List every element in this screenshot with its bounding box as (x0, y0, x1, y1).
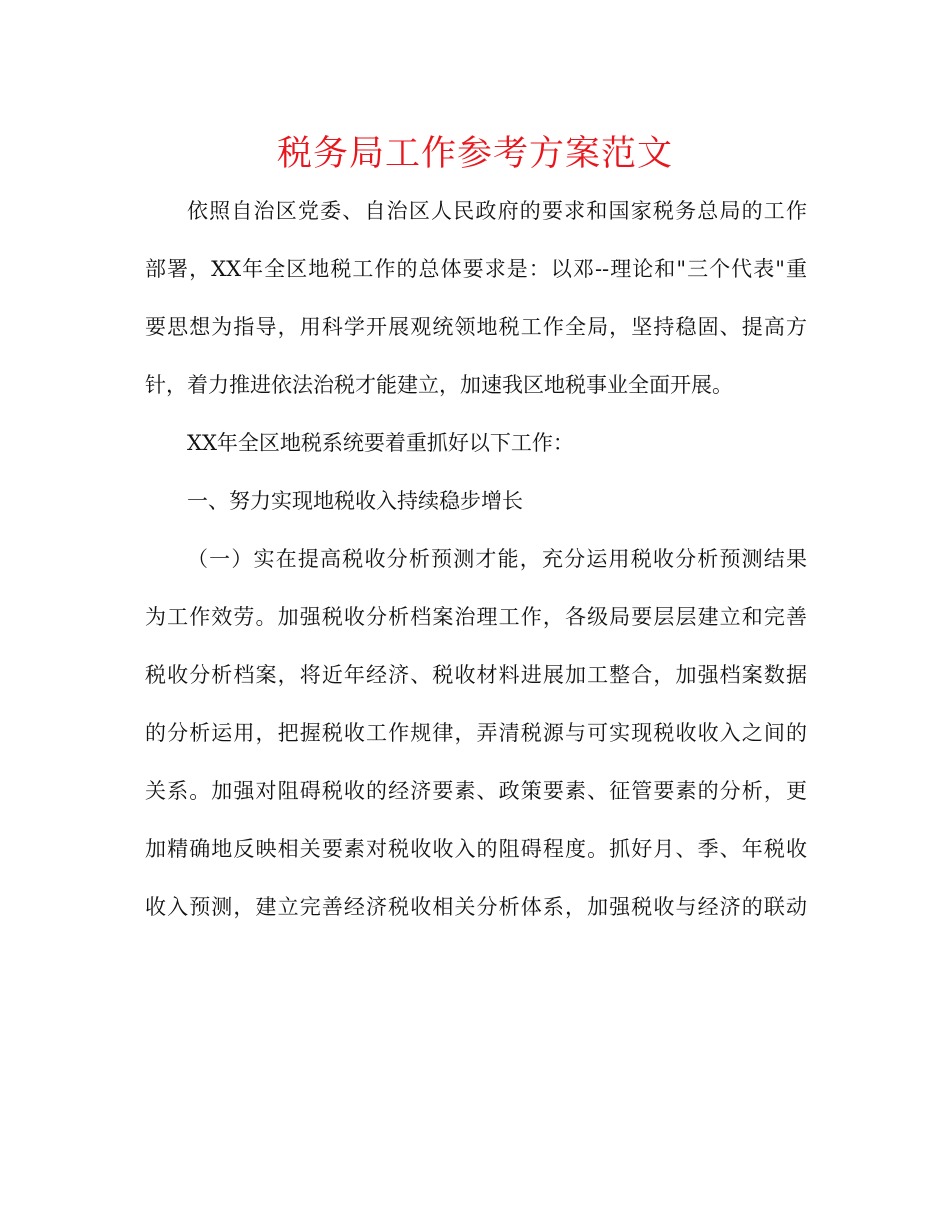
text-line: 依照自治区党委、自治区人民政府的要求和国家税务总局的工作 (187, 199, 807, 223)
section-heading (145, 472, 807, 530)
document-body (145, 182, 807, 936)
text-line: （一）实在提高税收分析预测才能，充分运用税收分析预测结果 (187, 547, 807, 571)
text-line: 的分析运用，把握税收工作规律，弄清税源与可实现税收收入之间的 (145, 721, 807, 745)
document-title: 税务局工作参考方案范文 (276, 134, 673, 174)
text-line: 一、努力实现地税收入持续稳步增长 (187, 489, 523, 513)
text-line: 加精确地反映相关要素对税收收入的阻碍程度。抓好月、季、年税收 (145, 837, 807, 861)
text-line: 部署，XX年全区地税工作的总体要求是：以邓--理论和"三个代表"重 (145, 257, 807, 281)
text-line: 关系。加强对阻碍税收的经济要素、政策要素、征管要素的分析，更 (145, 779, 807, 803)
text-line: 针，着力推进依法治税才能建立，加速我区地税事业全面开展。 (145, 373, 733, 397)
paragraph (145, 182, 807, 414)
text-line: 要思想为指导，用科学开展观统领地税工作全局，坚持稳固、提高方 (145, 315, 807, 339)
paragraph (145, 530, 807, 936)
text-line: 收入预测，建立完善经济税收相关分析体系，加强税收与经济的联动 (145, 895, 807, 919)
text-line: 税收分析档案，将近年经济、税收材料进展加工整合，加强档案数据 (145, 663, 807, 687)
text-line: XX年全区地税系统要着重抓好以下工作： (187, 431, 574, 455)
paragraph (145, 414, 807, 472)
text-line: 为工作效劳。加强税收分析档案治理工作，各级局要层层建立和完善 (145, 605, 807, 629)
